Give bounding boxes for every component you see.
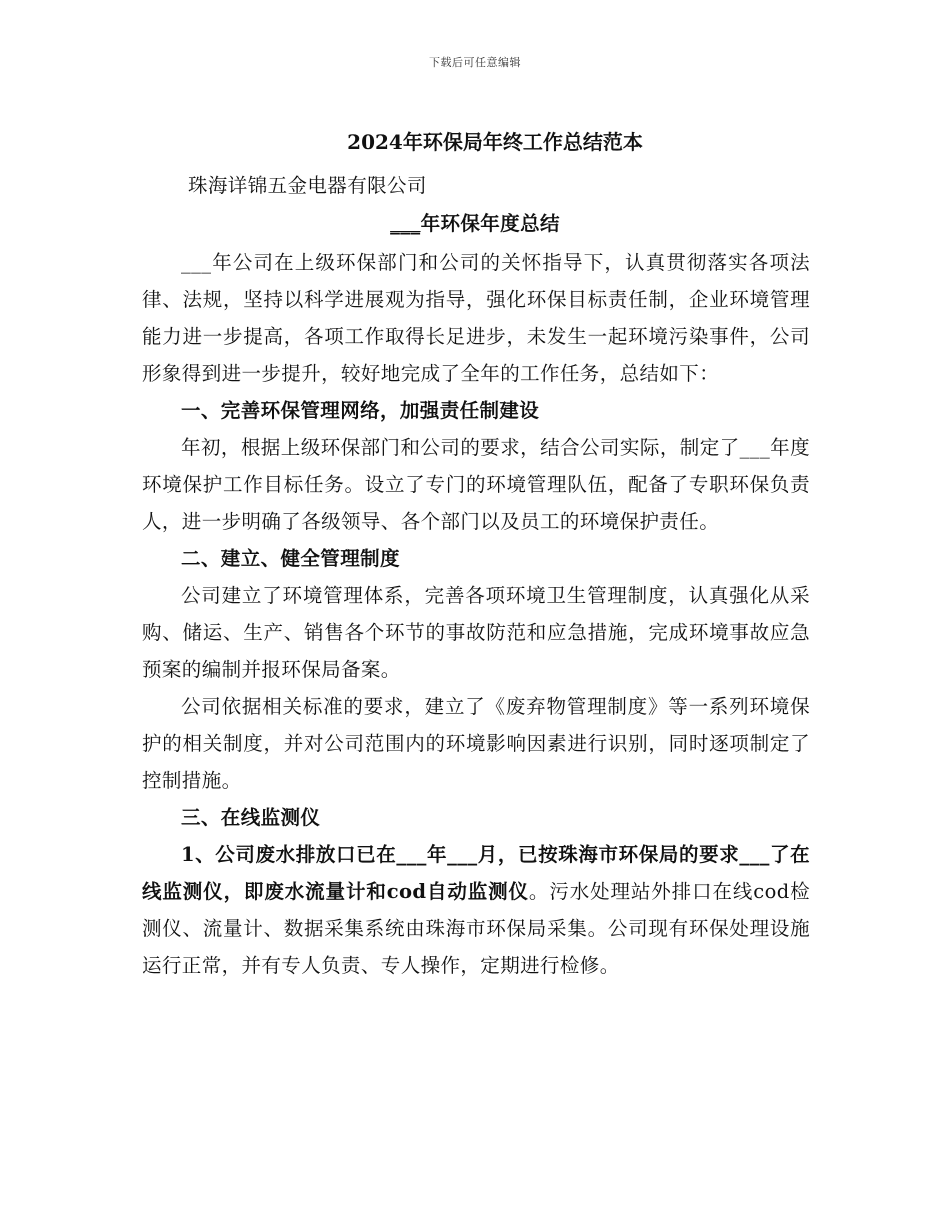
document-body <box>142 244 810 984</box>
heading-section-1: 一、完善环保管理网络，加强责任制建设 <box>181 399 540 422</box>
heading-section-3: 三、在线监测仪 <box>181 806 321 829</box>
paragraph-section-3 <box>142 836 810 984</box>
header-note: 下载后可任意编辑 <box>429 56 521 69</box>
document-title: 2024年环保局年终工作总结范本 <box>347 130 643 154</box>
paragraph-section-3-rest: 。污水处理站外排口在线cod检测仪、流量计、数据采集系统由珠海市环保局采集。公司现有环保处理设施运行正常，并有专人负责、专人操作，定期进行检修。 <box>142 880 810 977</box>
paragraph-section-2b: 公司依据相关标准的要求，建立了《废弃物管理制度》等一系列环境保护的相关制度，并对公司范围内的环境影响因素进行识别，同时逐项制定了控制措施。 <box>142 695 810 792</box>
company-name: 珠海详锦五金电器有限公司 <box>188 174 427 197</box>
paragraph-section-1: 年初，根据上级环保部门和公司的要求，结合公司实际，制定了___年度环境保护工作目标任务。设立了专门的环境管理队伍，配备了专职环保负责人，进一步明确了各级领导、各个部门以及员工的环境保护责任。 <box>142 436 810 533</box>
paragraph-intro: ___年公司在上级环保部门和公司的关怀指导下，认真贯彻落实各项法律、法规，坚持以科学进展观为指导，强化环保目标责任制，企业环境管理能力进一步提高，各项工作取得长足进步，未发生一起环境污染事件，公司形象得到进一步提升，较好地完成了全年的工作任务，总结如下： <box>142 251 810 385</box>
paragraph-section-3-bold: 1、公司废水排放口已在___年___月，已按珠海市环保局的要求___了在线监测仪，即废水流量计和cod自动监测仪 <box>142 843 810 903</box>
heading-section-2: 二、建立、健全管理制度 <box>181 547 400 570</box>
paragraph-section-2a: 公司建立了环境管理体系，完善各项环境卫生管理制度，认真强化从采购、储运、生产、销售各个环节的事故防范和应急措施，完成环境事故应急预案的编制并报环保局备案。 <box>142 584 810 681</box>
section-subtitle <box>0 209 950 239</box>
subtitle-blank: ___ <box>390 212 421 235</box>
subtitle-text: 年环保年度总结 <box>420 212 560 235</box>
